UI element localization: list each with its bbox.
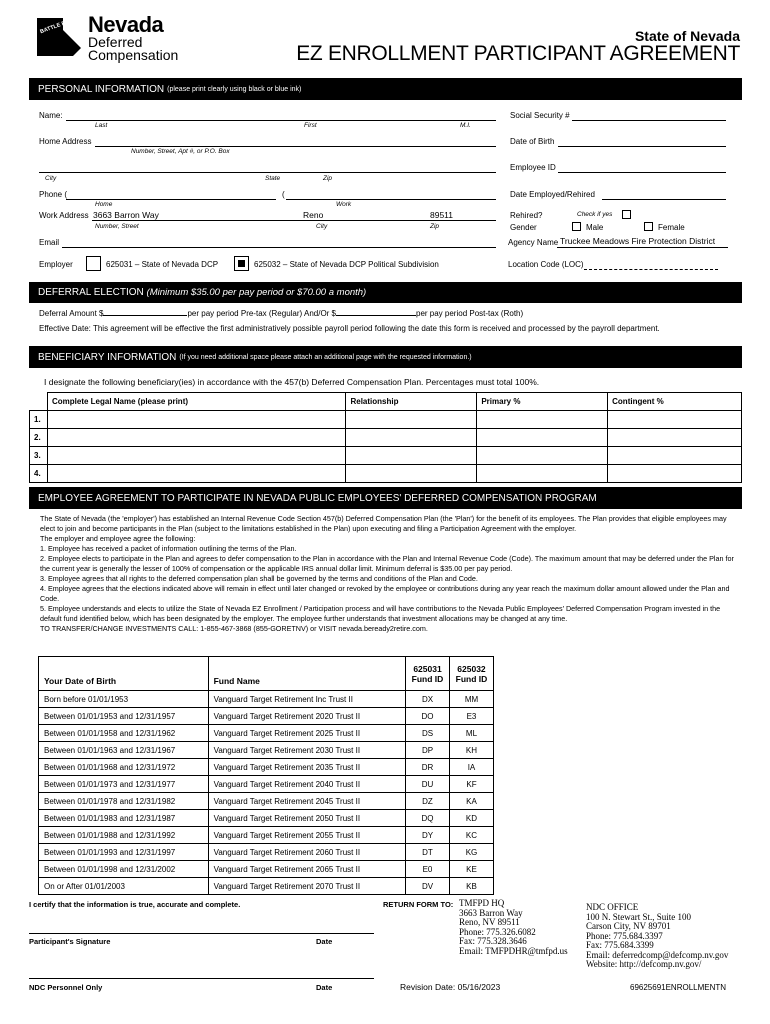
fund-dob: Between 01/01/1993 and 12/31/1997 (39, 844, 209, 861)
fund-name: Vanguard Target Retirement 2030 Trust II (208, 742, 405, 759)
home-address-hint: Number, Street, Apt #, or P.O. Box (131, 148, 230, 155)
fund-id-625032: KF (449, 776, 493, 793)
col-625032: 625032 Fund ID (449, 657, 493, 691)
female-checkbox[interactable] (644, 222, 653, 231)
employee-id-field[interactable] (558, 172, 726, 173)
roth-amount-field[interactable] (336, 315, 416, 316)
fund-id-625031: DX (406, 691, 450, 708)
fund-name: Vanguard Target Retirement 2025 Trust II (208, 725, 405, 742)
check-if-yes-label: Check if yes (577, 211, 613, 218)
fund-row (39, 759, 494, 776)
location-code-field[interactable] (584, 269, 718, 270)
fund-row (39, 708, 494, 725)
work-address-label: Work Address (39, 211, 89, 220)
fund-id-625032: KB (449, 878, 493, 895)
home-address-label: Home Address (39, 137, 92, 146)
personal-info-header: PERSONAL INFORMATION (please print clearly using black or blue ink) (29, 78, 742, 100)
fund-row (39, 793, 494, 810)
nevada-logo-icon (33, 10, 85, 58)
col-625031: 625031 Fund ID (406, 657, 450, 691)
agency-name-field[interactable] (557, 247, 728, 248)
work-city-hint: City (316, 223, 328, 230)
return-address: TMFPD HQ 3663 Barron Way Reno, NV 89511 Phone: 775.326.6082 Fax: 775.328.3646 Email: TMFPDHR@tmfpd.us (459, 898, 568, 956)
fund-row (39, 878, 494, 895)
beneficiary-header-row (30, 393, 742, 411)
agreement-p7: 5. Employee understands and elects to utilize the State of Nevada EZ Enrollment / Participation process and will have contributions to the Nevada Public Employees' Deferred Compensation Program invested in the default fund identified below, which has been designated by the employer. The employee further understands that investment allocations may be changed at any time. (40, 604, 721, 623)
fund-id-625031: DZ (406, 793, 450, 810)
agreement-p2: The employer and employee agree the following: (40, 534, 196, 543)
employer-label: Employer (39, 260, 73, 269)
fund-name: Vanguard Target Retirement 2035 Trust II (208, 759, 405, 776)
fund-id-625031: DO (406, 708, 450, 725)
fund-row (39, 827, 494, 844)
logo-name: Nevada (88, 12, 164, 37)
agreement-p1: The State of Nevada (the 'employer') has established an Internal Revenue Code Section 457(b) Deferred Compensation Plan (the 'Plan') for the benefit of its employees. The Plan provides that eligible employees may elect to join and become participants in the Plan (subject to the limitations established in the Plan) upon executing and filing a Participation Agreement with the employer. (40, 514, 727, 533)
fund-id-625032: KC (449, 827, 493, 844)
fund-dob: Between 01/01/1988 and 12/31/1992 (39, 827, 209, 844)
fund-row (39, 691, 494, 708)
agreement-header: EMPLOYEE AGREEMENT TO PARTICIPATE IN NEVADA PUBLIC EMPLOYEES' DEFERRED COMPENSATION PROGRAM (29, 487, 742, 509)
agreement-p4: 2. Employee elects to participate in the Plan and agrees to defer compensation to the Plan in accordance with the Plan and Internal Revenue Code (Code). The maximum amount that may be deferred under the Plan for the current year is generally the lesser of 100% of compensation or the applicable IRS annual dollar limit. Minimum deferral is $35.00 per pay period. (40, 554, 734, 573)
agreement-p6: 4. Employee agrees that the elections indicated above will remain in effect until later changed or revoked by the employee or contributions during any year reach the maximum dollar amount allowed under the Plan and Code. (40, 584, 730, 603)
fund-dob: Between 01/01/1983 and 12/31/1987 (39, 810, 209, 827)
pretax-amount-field[interactable] (103, 315, 187, 316)
mi-hint: M.I. (460, 122, 471, 129)
location-code-label: Location Code (LOC) (508, 260, 584, 269)
fund-dob: Between 01/01/1998 and 12/31/2002 (39, 861, 209, 878)
fund-id-625032: KE (449, 861, 493, 878)
fund-id-625032: ML (449, 725, 493, 742)
ndc-personnel-label: NDC Personnel Only (29, 983, 103, 992)
fund-dob: Between 01/01/1958 and 12/31/1962 (39, 725, 209, 742)
fund-name: Vanguard Target Retirement 2050 Trust II (208, 810, 405, 827)
col-fund-name: Fund Name (208, 657, 405, 691)
signature-label: Participant's Signature (29, 937, 111, 946)
fund-row (39, 844, 494, 861)
ndc-office-address: NDC OFFICE 100 N. Stewart St., Suite 100 Carson City, NV 89701 Phone: 775.684.3397 Fax: 775.684.3399 Email: deferredcomp@defcomp.nv.gov Website: http://defcomp.nv.gov/ (586, 902, 729, 969)
fund-row (39, 776, 494, 793)
agency-name-label: Agency Name (508, 238, 559, 247)
table-row: 3. (30, 447, 742, 465)
work-phone-paren: ( (282, 190, 285, 199)
email-field[interactable] (62, 247, 496, 248)
agreement-p8: TO TRANSFER/CHANGE INVESTMENTS CALL: 1-855-467-3868 (855-GORETNV) or VISIT nevada.beready2retire.com. (40, 624, 428, 633)
fund-id-625032: KA (449, 793, 493, 810)
agreement-text (40, 514, 740, 634)
fund-name: Vanguard Target Retirement 2040 Trust II (208, 776, 405, 793)
work-zip-value: 89511 (430, 210, 454, 220)
fund-id-625032: KD (449, 810, 493, 827)
dob-field[interactable] (558, 146, 726, 147)
col-relationship: Relationship (346, 393, 477, 411)
revision-date: Revision Date: 05/16/2023 (400, 982, 501, 992)
fund-name: Vanguard Target Retirement 2055 Trust II (208, 827, 405, 844)
fund-id-625031: DS (406, 725, 450, 742)
deferral-line: Deferral Amount $ per pay period Pre-tax (Regular) And/Or $ per pay period Post-tax (Roth) (39, 309, 524, 318)
table-row: 1. (30, 411, 742, 429)
col-contingent: Contingent % (608, 393, 742, 411)
fund-dob: On or After 01/01/2003 (39, 878, 209, 895)
fund-name: Vanguard Target Retirement 2065 Trust II (208, 861, 405, 878)
fund-id-625031: DT (406, 844, 450, 861)
table-row: 4. (30, 465, 742, 483)
zip-hint: Zip (323, 175, 333, 182)
fund-name: Vanguard Target Retirement 2045 Trust II (208, 793, 405, 810)
fund-dob: Born before 01/01/1953 (39, 691, 209, 708)
fund-id-625032: IA (449, 759, 493, 776)
phone-label: Phone ( (39, 190, 68, 199)
page-title: EZ ENROLLMENT PARTICIPANT AGREEMENT (296, 42, 740, 65)
city-state-zip-field[interactable] (39, 172, 496, 173)
plan-625032-label: 625032 – State of Nevada DCP Political Subdivision (254, 260, 439, 269)
fund-name: Vanguard Target Retirement 2020 Trust II (208, 708, 405, 725)
fund-dob: Between 01/01/1968 and 12/31/1972 (39, 759, 209, 776)
male-label: Male (586, 223, 604, 232)
work-address-field[interactable] (92, 220, 496, 221)
fund-name: Vanguard Target Retirement Inc Trust II (208, 691, 405, 708)
employee-id-label: Employee ID (510, 163, 556, 172)
signature-date-label: Date (316, 937, 333, 946)
agreement-p3: 1. Employee has received a packet of information outlining the terms of the Plan. (40, 544, 297, 553)
rehired-checkbox[interactable] (622, 210, 631, 219)
home-phone-field[interactable] (66, 199, 276, 200)
signature-field[interactable] (29, 933, 374, 934)
work-address-value: 3663 Barron Way (93, 210, 159, 220)
agreement-p5: 3. Employee agrees that all rights to the deferred compensation plan shall be governed by the terms and conditions of the Plan and Code. (40, 574, 478, 583)
date-employed-field[interactable] (602, 199, 726, 200)
fund-id-625031: DP (406, 742, 450, 759)
fund-header-row (39, 657, 494, 691)
name-field[interactable] (66, 120, 496, 121)
ndc-field[interactable] (29, 978, 374, 979)
fund-row (39, 742, 494, 759)
ssn-label: Social Security # (510, 111, 570, 120)
first-hint: First (304, 122, 317, 129)
fund-id-625032: E3 (449, 708, 493, 725)
fund-id-625032: MM (449, 691, 493, 708)
date-employed-label: Date Employed/Rehired (510, 190, 595, 199)
col-dob: Your Date of Birth (39, 657, 209, 691)
fund-row (39, 725, 494, 742)
fund-id-625031: DR (406, 759, 450, 776)
home-address-field[interactable] (95, 146, 496, 147)
fund-table (38, 656, 494, 895)
fund-id-625031: E0 (406, 861, 450, 878)
female-label: Female (658, 223, 685, 232)
work-phone-field[interactable] (286, 199, 496, 200)
plan-625031-checkbox[interactable] (86, 256, 101, 271)
phone-work-hint: Work (336, 201, 352, 208)
agency-name-value: Truckee Meadows Fire Protection District (560, 236, 716, 246)
effective-date-text: Effective Date: This agreement will be effective the first administratively possible payroll period following the date this form is received and processed by the payroll department. (39, 324, 660, 333)
col-legal-name: Complete Legal Name (please print) (47, 393, 346, 411)
fund-row (39, 810, 494, 827)
ndc-date-label: Date (316, 983, 333, 992)
fund-dob: Between 01/01/1953 and 12/31/1957 (39, 708, 209, 725)
fund-id-625031: DQ (406, 810, 450, 827)
work-city-value: Reno (303, 210, 324, 220)
last-hint: Last (95, 122, 108, 129)
fund-name: Vanguard Target Retirement 2060 Trust II (208, 844, 405, 861)
fund-dob: Between 01/01/1978 and 12/31/1982 (39, 793, 209, 810)
beneficiary-table (29, 392, 742, 483)
certify-text: I certify that the information is true, accurate and complete. (29, 900, 241, 909)
plan-625031-label: 625031 – State of Nevada DCP (106, 260, 219, 269)
fund-dob: Between 01/01/1973 and 12/31/1977 (39, 776, 209, 793)
email-label: Email (39, 238, 60, 247)
form-code: 69625691ENROLLMENTN (630, 983, 727, 992)
male-checkbox[interactable] (572, 222, 581, 231)
gender-label: Gender (510, 223, 537, 232)
return-form-label: RETURN FORM TO: (383, 900, 454, 909)
fund-id-625031: DY (406, 827, 450, 844)
fund-id-625031: DV (406, 878, 450, 895)
fund-dob: Between 01/01/1963 and 12/31/1967 (39, 742, 209, 759)
fund-name: Vanguard Target Retirement 2070 Trust II (208, 878, 405, 895)
beneficiary-statement: I designate the following beneficiary(ies) in accordance with the 457(b) Deferred Compensation Plan. Percentages must total 100%. (44, 377, 540, 387)
fund-id-625032: KH (449, 742, 493, 759)
work-zip-hint: Zip (430, 223, 440, 230)
fund-id-625032: KG (449, 844, 493, 861)
fund-row (39, 861, 494, 878)
rehired-label: Rehired? (510, 211, 543, 220)
ssn-field[interactable] (572, 120, 726, 121)
state-hint: State (265, 175, 281, 182)
logo-subtitle: Deferred Compensation (88, 34, 179, 63)
plan-625032-checkbox[interactable] (234, 256, 249, 271)
dob-label: Date of Birth (510, 137, 555, 146)
fund-id-625031: DU (406, 776, 450, 793)
work-number-hint: Number, Street (95, 223, 139, 230)
name-label: Name: (39, 111, 63, 120)
logo-seal-text: BATTLE BORN (39, 16, 79, 36)
state-title: State of Nevada (634, 28, 740, 44)
city-hint: City (45, 175, 57, 182)
deferral-election-header: DEFERRAL ELECTION (Minimum $35.00 per pay period or $70.00 a month) (29, 282, 742, 303)
col-primary: Primary % (477, 393, 608, 411)
phone-home-hint: Home (95, 201, 113, 208)
beneficiary-header: BENEFICIARY INFORMATION (If you need additional space please attach an additional page with the requested information.) (29, 346, 742, 368)
table-row: 2. (30, 429, 742, 447)
